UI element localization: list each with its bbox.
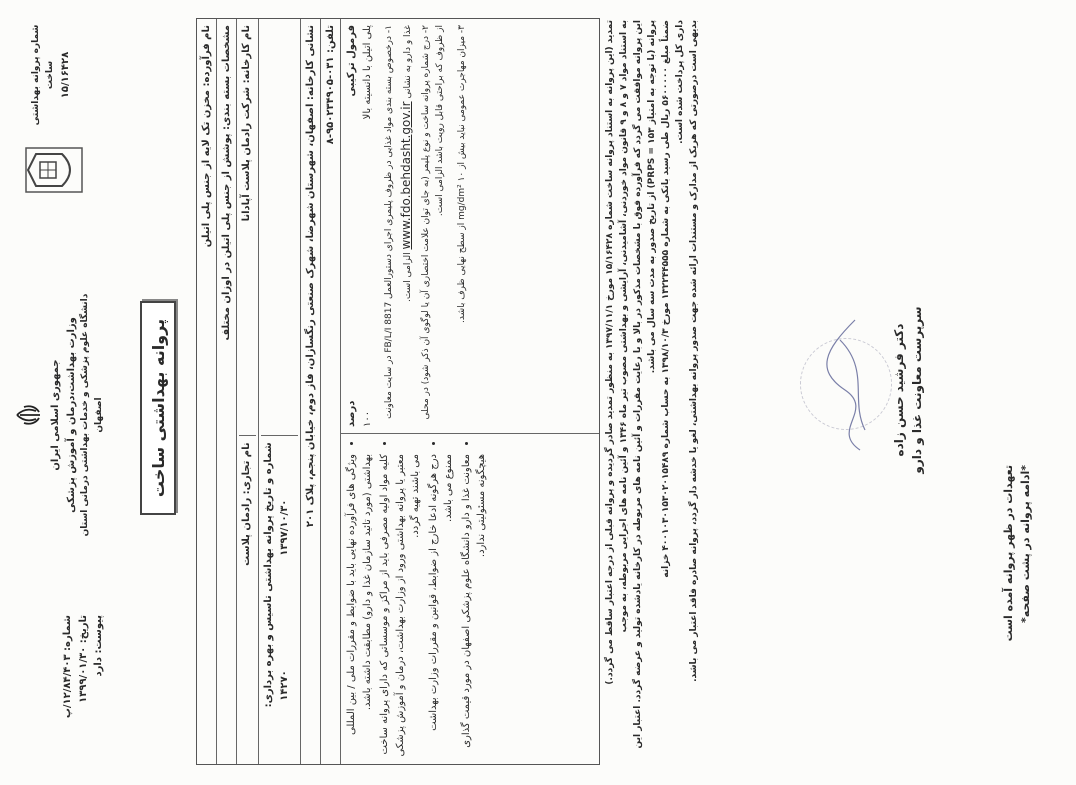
commitment-note: تعهدات در ظهر پروانه آمده است (1002, 465, 1015, 642)
registration-cell (261, 435, 298, 758)
validity-text: بدیهی است درصورتی که هریک از مدارک و مستندات ارائه شده جهت صدور پروانه بهداشتی، لغو یا خدشه دار گردد، پروانه صادره فاقد اعتبار می باشد. (688, 20, 699, 682)
legal-text-block (604, 20, 702, 765)
formula-item: پلی اتیلن با دانسیته بالا (361, 25, 373, 120)
requirement-1: • ویژگی های فرآورده نهایی باید با ضوابط و مقررات ملی / بین المللی بهداشتی (مورد تائید سازمان غذا و دارو) مطابقت داشته باشد. (344, 454, 375, 758)
ministry-text: وزارت بهداشت،درمان و آموزش پزشکی (65, 317, 77, 513)
header-center (14, 285, 107, 545)
registration-date: ۱۳۹۷/۱۰/۳۰ (278, 499, 290, 556)
license-number-block (30, 20, 73, 130)
note-1: ۱- درخصوص بسته بندی مواد غذایی در ظروف پلیمری اجرای دستورالعمل FB/L/I 8817 در سایت معاونت غذا و دارو به نشانی www.fdo.behdasht.gov.ir الزامی است. (384, 25, 413, 419)
registration-label: شماره و تاریخ پروانه بهداشتی تاسیس و بهره برداری: (263, 442, 274, 708)
university-logo (22, 140, 86, 200)
signer-name: دکتر فرشید حسن زاده (892, 323, 906, 457)
requirement-4: • معاونت غذا و دارو دانشگاه علوم پزشکی اصفهان در مورد قیمت گذاری هیچگونه مسئولیتی ندارد. (459, 454, 490, 758)
info-table (196, 18, 600, 765)
legal-basis-text: به استناد مواد ۷ و ۸ و ۹ قانون مواد خوردنی، آشامیدنی، آرایشی و بهداشتی مصوب تیر ماه ۱۳۴۶ و آئین نامه های اجرایی مربوطه، به موجب (618, 20, 629, 633)
product-name-row: نام فرآورده: مخزن تک لایه از جنس پلی اتیلن (197, 19, 217, 764)
note-3: ۳- میزان مهاجرت عمومی نباید بیش از ۱۰ mg/dm² از سطح نهایی ظرف باشد. (456, 25, 467, 324)
formula-label: فرمول ترکیبی (346, 25, 357, 97)
page-title: پروانه بهداشتی ساخت (140, 301, 176, 515)
formula-notes-area (341, 19, 599, 764)
renewal-text: تمدید (این پروانه به استناد پروانه ساخت شماره ۱۵/۱۶۴۲۸ مورخ ۱۳۹۷/۱۱/۱ به منظور تمدید صادر گردیده و پروانه قبلی از درجه اعتبار ساقط می گردد.) (605, 20, 615, 685)
brand-name: نام تجاری: رادمان پلاست (239, 435, 256, 758)
formula-column (341, 19, 599, 434)
signature-block (790, 280, 940, 500)
registration-number: ۱۴۲۷۰ (278, 670, 290, 701)
meta-date: تاریخ: ۱۳۹۹/۰۱/۳۰ (77, 615, 89, 703)
license-number-value: ۱۵/۱۶۴۲۸ (59, 51, 71, 99)
university-text: دانشگاه علوم پزشکی و خدمات بهداشتی درمانی استان اصفهان (80, 293, 104, 537)
approval-text: این پروانه موافقت می گردد که فرآورده فوق با مشخصات مذکور در بالا و با رعایت مقررات و آئین نامه های مربوطه در کارخانه یادشده تولید و عرضه گردد. اعتبار این پروانه (با توجه به امتیاز PRPS = ۱۵۳) از تاریخ صدور به مدت سه سال می باشد. (632, 20, 657, 749)
republic-text: جمهوری اسلامی ایران (50, 359, 61, 471)
iran-emblem-icon (14, 402, 44, 428)
requirements-list (344, 440, 490, 758)
note-2: ۲- درج شماره پروانه ساخت و نوع پلیمر (به جای توان علامت اختصاری آن یا لوگوی آن ذکر شود) در محلی از ظروف که براحتی قابل رویت باشد الزامی است. (420, 25, 445, 420)
license-number-label: شماره پروانه بهداشتی ساخت (31, 24, 55, 126)
university-logo-icon (22, 140, 86, 200)
payment-text-2: داری کل پرداخت شده است. (674, 20, 685, 144)
registration-row (259, 19, 301, 764)
fdo-link[interactable]: www.fdo.behdasht.gov.ir (398, 101, 413, 250)
formula-percent: ۱۰۰ (361, 410, 373, 427)
signer-title: سرپرست معاونت غذا و دارو (910, 306, 924, 474)
packaging-row: مشخصات بسته بندی: پوشش از جنس پلی اتیلن در اوزان مختلف (217, 19, 237, 764)
continued-note: *ادامه پروانه در پشت صفحه* (1019, 465, 1033, 623)
phone-row: تلفن: ۰۳۱-۹۵۰۲۳۴۹۰۵-۸ (321, 19, 341, 764)
bottom-notes (1000, 465, 1034, 765)
requirement-3: • درج هرگونه ادعا خارج از ضوابط، قوانین و مقررات وزارت بهداشت ممنوع می باشد. (426, 454, 457, 758)
meta-number: شماره: ۱۲/۸۴/۴۰۳/پ (62, 615, 73, 719)
signature-icon (820, 310, 880, 460)
meta-attachment: پیوست: دارد (93, 615, 104, 677)
brand-factory-row (237, 19, 259, 764)
payment-text: ضمناً مبلغ ۵۶۰۰۰۰۰ ریال طی رسید بانکی به شماره ۱۳۲۲۴۴۵۵۵ مورخ ۱۳۹۸/۱۰/۳ به حساب شماره ۴۰۰۱۰۳۰۱۵۳۰۲۰۱۵۴۸۹ خزانه (660, 20, 671, 578)
requirements-column (341, 434, 599, 764)
percent-label: درصد (346, 400, 357, 427)
address-row: نشانی کارخانه: اصفهان، شهرستان شهرضا، شهرک صنعتی رنگسازان، فاز دوم، خیابان پنجم، پلاک ۲۰۱ (301, 19, 321, 764)
factory-name: نام کارخانه: شرکت رادمان پلاست آپادانا (241, 25, 252, 222)
meta-block (60, 615, 107, 765)
requirement-2: • کلیه مواد اولیه مصرفی باید از مراکز و موسساتی که دارای پروانه ساخت معتبر یا پروانه بهداشتی ورود از وزارت بهداشت، درمان و آموزش پزشکی می باشند تهیه گردد. (377, 454, 424, 758)
